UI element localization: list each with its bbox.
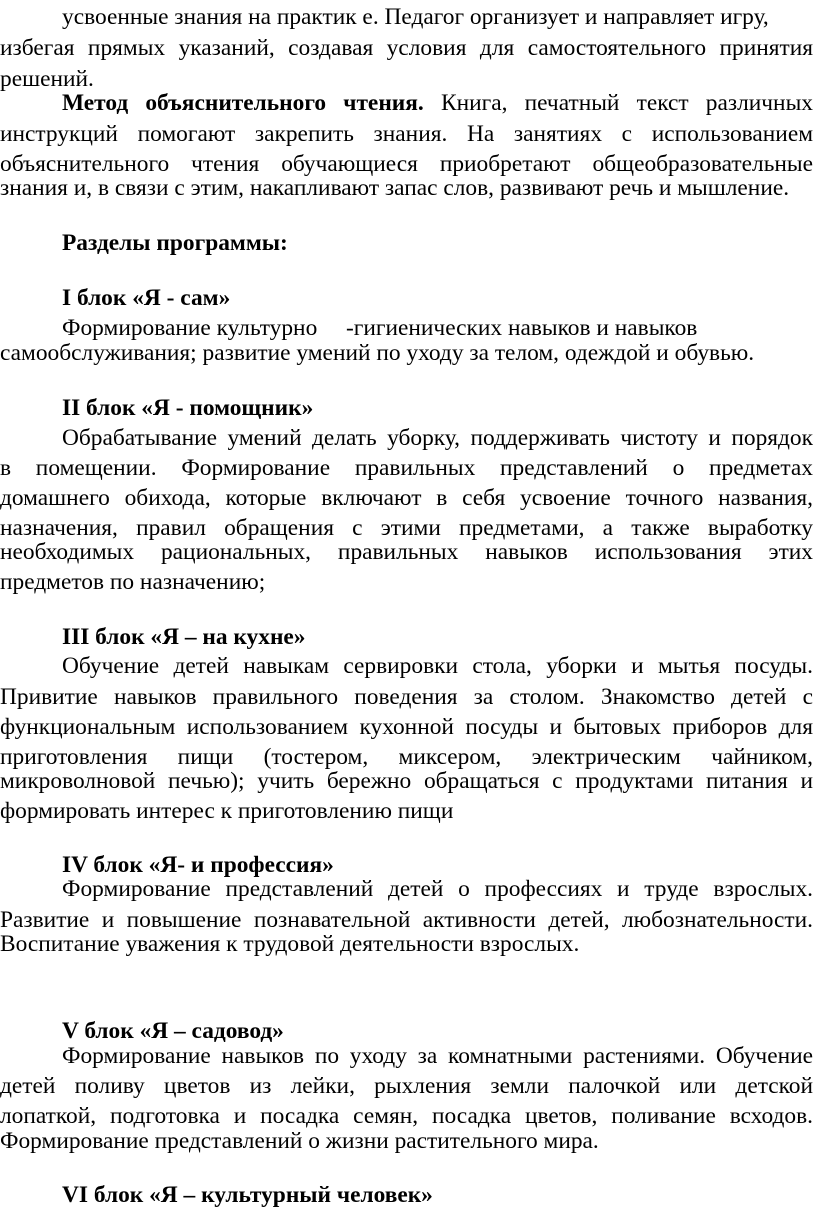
block-heading: VI блок «Я – культурный человек» [62, 1182, 433, 1208]
block-heading: II блок «Я - помощник» [62, 395, 314, 421]
text-line: Развитие и повышение познавательной активности детей, любознательности. [0, 907, 813, 933]
text-line: Воспитание уважения к трудовой деятельности взрослых. [0, 931, 580, 957]
text-line: Формирование представлений детей о профессиях и труде взрослых. [62, 876, 813, 902]
text-line: Обрабатывание умений делать уборку, поддерживать чистоту и порядок [62, 425, 813, 451]
text-line: детей поливу цветов из лейки, рыхления земли палочкой или детской [0, 1073, 813, 1099]
text-line: знания и, в связи с этим, накапливают запас слов, развивают речь и мышление. [0, 175, 790, 201]
text-line: Формирование культурно [62, 315, 318, 341]
text-line: решений. [0, 66, 94, 92]
block-heading: I блок «Я - сам» [62, 285, 231, 311]
text-line: микроволновой печью); учить бережно обращаться с продуктами питания и [0, 768, 813, 794]
text-line: домашнего обихода, которые включают в себя усвоение точного названия, [0, 485, 813, 511]
method-title: Метод объяснительного чтения. [62, 90, 424, 116]
text-line: самообслуживания; развитие умений по уходу за телом, одеждой и обувью. [0, 340, 755, 366]
text-line: избегая прямых указаний, создавая условия для самостоятельного принятия [0, 35, 813, 61]
method-text: Книга, печатный текст различных [440, 90, 813, 116]
text-line: приготовления пищи (тостером, миксером, электрическим чайником, [0, 744, 813, 770]
text-line [62, 88, 813, 119]
text-line: Обучение детей навыкам сервировки стола, уборки и мытья посуды. [62, 653, 813, 679]
text-line: Формирование представлений о жизни растительного мира. [0, 1128, 599, 1154]
text-line: предметов по назначению; [0, 569, 266, 595]
block-heading: IV блок «Я- и профессия» [62, 852, 334, 878]
text-line: формировать интерес к приготовлению пищи [0, 798, 454, 824]
block-heading: V блок «Я – садовод» [62, 1018, 284, 1044]
text-line: -гигиенических навыков и навыков [346, 315, 698, 341]
text-line: назначения, правил обращения с этими предметами, а также выработку [0, 515, 813, 541]
text-line: усвоенные знания на практик е. Педагог организует и направляет игру, [62, 4, 769, 30]
text-line: Привитие навыков правильного поведения за столом. Знакомство детей с [0, 684, 813, 710]
text-line: необходимых рациональных, правильных навыков использования этих [0, 539, 813, 565]
sections-heading: Разделы программы: [62, 230, 288, 256]
text-line: объяснительного чтения обучающиеся приобретают общеобразовательные [0, 151, 813, 177]
block-heading: III блок «Я – на кухне» [62, 624, 306, 650]
text-line: в помещении. Формирование правильных представлений о предметах [0, 455, 813, 481]
text-line: Формирование навыков по уходу за комнатными растениями. Обучение [62, 1043, 813, 1069]
text-line: лопаткой, подготовка и посадка семян, посадка цветов, поливание всходов. [0, 1103, 813, 1129]
text-line: инструкций помогают закрепить знания. На занятиях с использованием [0, 121, 813, 147]
text-line: функциональным использованием кухонной посуды и бытовых приборов для [0, 714, 813, 740]
